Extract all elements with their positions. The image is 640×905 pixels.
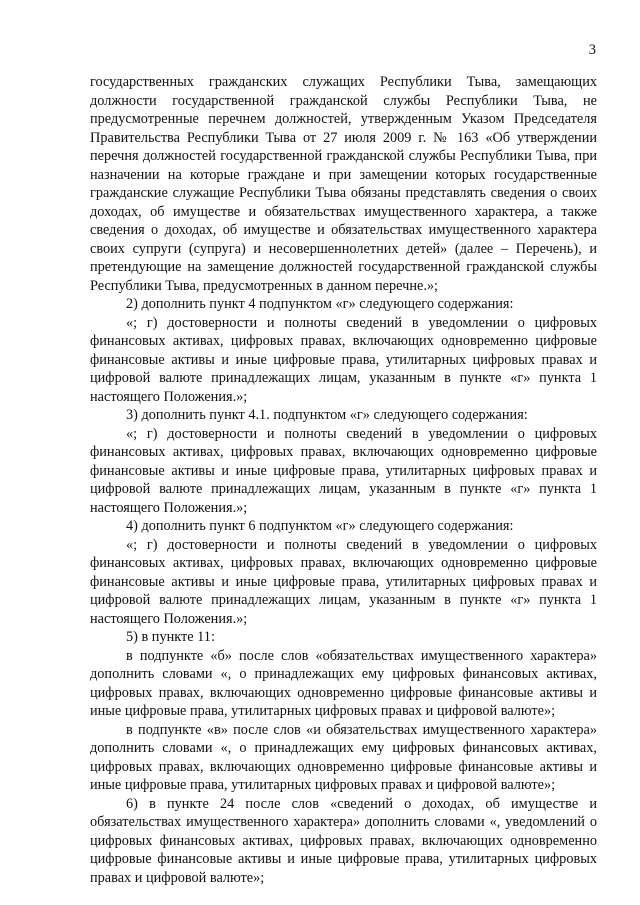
- paragraph-7: «; г) достоверности и полноты сведений в уведомлении о цифровых финансовых активах, цифровых правах, включающих одновременно цифровые финансовые активы и иные цифровые права, утилитарных цифровых правах и цифровой валюте принадлежащих лицам, указанным в пункте «г» пункта 1 настоящего Положения.»;: [90, 536, 597, 627]
- paragraph-1: государственных гражданских служащих Республики Тыва, замещающих должности государственной гражданской службы Республики Тыва, не предусмотренные перечнем должностей, утвержденным Указом Председателя Правительства Республики Тыва от 27 июля 2009 г. № 163 «Об утверждении перечня должностей государственной гражданской службы Республики Тыва, при назначении на которые граждане и при замещении которых государственные гражданские служащие Республики Тыва обязаны представлять сведения о своих доходах, об имуществе и обязательствах имущественного характера, а также сведения о доходах, об имуществе и обязательствах имущественного характера своих супруги (супруга) и несовершеннолетних детей» (далее – Перечень), и претендующие на замещение должностей государственной гражданской службы Республики Тыва, предусмотренных в данном перечне.»;: [90, 74, 597, 294]
- paragraph-9: в подпункте «б» после слов «обязательствах имущественного характера» дополнить словами «, о принадлежащих ему цифровых финансовых активах, цифровых правах, включающих одновременно цифровые финансовые активы и иные цифровые права, утилитарных цифровых правах и цифровой валюте»;: [90, 647, 597, 719]
- paragraph-8: 5) в пункте 11:: [126, 629, 215, 645]
- paragraph-4: 3) дополнить пункт 4.1. подпунктом «г» следующего содержания:: [126, 407, 528, 423]
- page-number: 3: [588, 42, 596, 58]
- paragraph-11: 6) в пункте 24 после слов «сведений о доходах, об имуществе и обязательствах имущественного характера» дополнить словами «, уведомлений о цифровых финансовых активах, цифровых правах, включающих одновременно цифровые финансовые активы и иные цифровые права, утилитарных цифровых правах и цифровой валюте»;: [90, 795, 597, 886]
- paragraph-5: «; г) достоверности и полноты сведений в уведомлении о цифровых финансовых активах, цифровых правах, включающих одновременно цифровые финансовые активы и иные цифровые права, утилитарных цифровых правах и цифровой валюте принадлежащих лицам, указанным в пункте «г» пункта 1 настоящего Положения.»;: [90, 425, 597, 516]
- paragraph-6: 4) дополнить пункт 6 подпунктом «г» следующего содержания:: [126, 518, 514, 534]
- paragraph-2: 2) дополнить пункт 4 подпунктом «г» следующего содержания:: [126, 296, 514, 312]
- paragraph-10: в подпункте «в» после слов «и обязательствах имущественного характера» дополнить словами «, о принадлежащих ему цифровых финансовых активах, цифровых правах, включающих одновременно цифровые финансовые активы и иные цифровые права, утилитарных цифровых правах и цифровой валюте»;: [90, 721, 597, 793]
- paragraph-3: «; г) достоверности и полноты сведений в уведомлении о цифровых финансовых активах, цифровых правах, включающих одновременно цифровые финансовые активы и иные цифровые права, утилитарных цифровых правах и цифровой валюте принадлежащих лицам, указанным в пункте «г» пункта 1 настоящего Положения.»;: [90, 314, 597, 405]
- document-body: [90, 73, 597, 887]
